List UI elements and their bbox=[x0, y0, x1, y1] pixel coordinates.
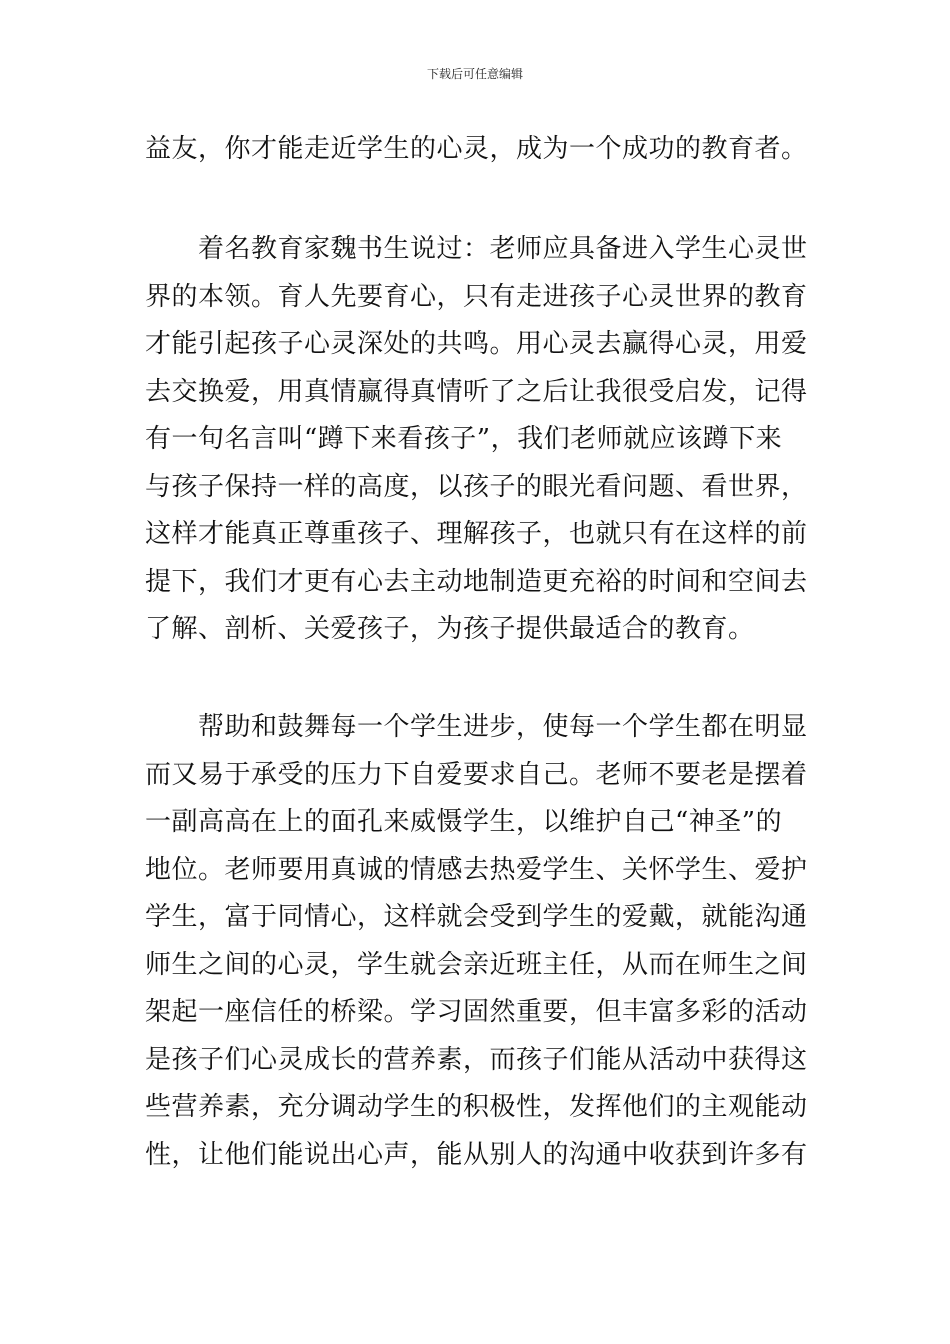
paragraph-line: 与孩子保持一样的高度，以孩子的眼光看问题、看世界， bbox=[145, 471, 808, 502]
paragraph-3 bbox=[145, 704, 807, 1179]
paragraph-line: 提下，我们才更有心去主动地制造更充裕的时间和空间去 bbox=[145, 566, 808, 597]
paragraph-line: 是孩子们心灵成长的营养素，而孩子们能从活动中获得这 bbox=[145, 1044, 808, 1075]
paragraph-line: 这样才能真正尊重孩子、理解孩子，也就只有在这样的前 bbox=[145, 519, 808, 549]
paragraph-line: 师生之间的心灵，学生就会亲近班主任，从而在师生之间 bbox=[145, 949, 808, 980]
paragraph-line: 了解、剖析、关爱孩子，为孩子提供最适合的教育。 bbox=[145, 614, 755, 644]
header-note: 下载后可任意编辑 bbox=[426, 67, 523, 81]
paragraph-1 bbox=[145, 126, 807, 174]
paragraph-line: 去交换爱，用真情赢得真情听了之后让我很受启发，记得 bbox=[145, 376, 808, 407]
paragraph-line: 地位。老师要用真诚的情感去热爱学生、关怀学生、爱护 bbox=[145, 854, 808, 885]
paragraph-line: 学生，富于同情心，这样就会受到学生的爱戴，就能沟通 bbox=[145, 902, 808, 932]
paragraph-line: 才能引起孩子心灵深处的共鸣。用心灵去赢得心灵，用爱 bbox=[145, 329, 808, 359]
paragraph-line: 界的本领。育人先要育心，只有走进孩子心灵世界的教育 bbox=[145, 281, 808, 312]
paragraph-line: 着名教育家魏书生说过：老师应具备进入学生心灵世 bbox=[145, 234, 808, 264]
paragraph-line: 架起一座信任的桥梁。学习固然重要，但丰富多彩的活动 bbox=[145, 997, 808, 1027]
paragraph-line: 益友，你才能走近学生的心灵，成为一个成功的教育者。 bbox=[145, 134, 808, 164]
paragraph-line: 帮助和鼓舞每一个学生进步，使每一个学生都在明显 bbox=[145, 712, 808, 742]
paragraph-line: 一副高高在上的面孔来威慑学生，以维护自己“神圣”的 bbox=[145, 807, 783, 837]
paragraph-line: 而又易于承受的压力下自爱要求自己。老师不要老是摆着 bbox=[145, 759, 808, 790]
paragraph-2 bbox=[145, 226, 807, 654]
paragraph-line: 有一句名言叫“蹲下来看孩子”，我们老师就应该蹲下来 bbox=[145, 424, 783, 454]
paragraph-line: 些营养素，充分调动学生的积极性，发挥他们的主观能动 bbox=[145, 1092, 808, 1122]
paragraph-line: 性，让他们能说出心声，能从别人的沟通中收获到许多有 bbox=[145, 1139, 808, 1170]
